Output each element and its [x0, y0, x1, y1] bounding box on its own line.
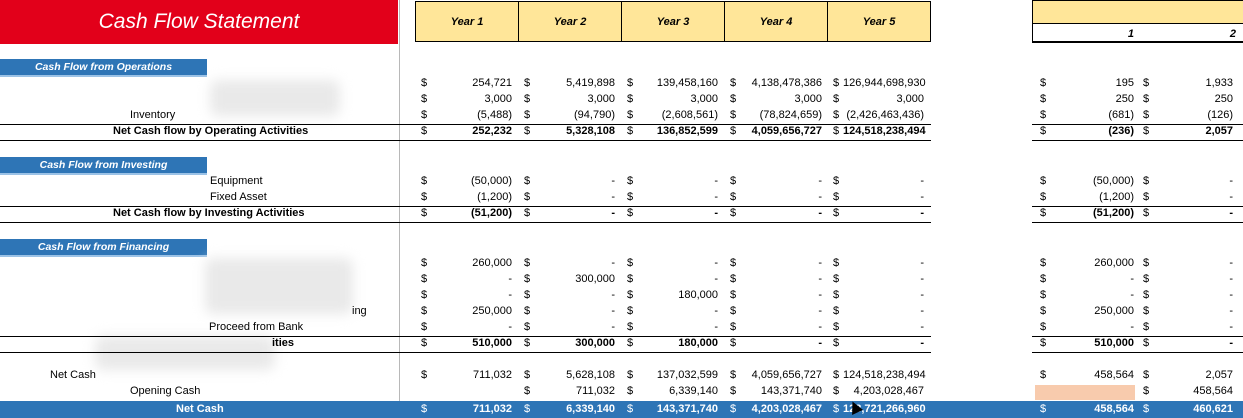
currency-symbol: $ — [730, 175, 737, 187]
currency-symbol: $ — [730, 109, 737, 121]
cell-value[interactable]: 195 — [1115, 77, 1134, 89]
currency-symbol: $ — [421, 191, 428, 203]
cell-value[interactable]: 3,000 — [896, 93, 924, 105]
currency-symbol: $ — [627, 369, 634, 381]
currency-symbol: $ — [627, 191, 634, 203]
cell-value[interactable]: - — [818, 289, 822, 301]
cell-value[interactable]: - — [920, 175, 924, 187]
currency-symbol: $ — [833, 273, 840, 285]
cell-value[interactable]: 4,203,028,467 — [853, 385, 924, 397]
cell-value[interactable]: - — [714, 191, 718, 203]
page-title: Cash Flow Statement — [0, 0, 398, 44]
cell-value[interactable]: - — [1229, 273, 1233, 285]
cell-value[interactable]: - — [611, 191, 615, 203]
currency-symbol: $ — [627, 321, 634, 333]
row-label: Opening Cash — [130, 385, 201, 397]
currency-symbol: $ — [421, 77, 428, 89]
currency-symbol: $ — [1040, 337, 1047, 349]
currency-symbol: $ — [1040, 109, 1047, 121]
currency-symbol: $ — [627, 93, 634, 105]
cell-value[interactable]: (1,200) — [477, 191, 512, 203]
cell-value[interactable]: (5,488) — [477, 109, 512, 121]
currency-symbol: $ — [627, 207, 634, 219]
cell-value[interactable]: 510,000 — [472, 337, 512, 349]
cell-value[interactable]: - — [920, 207, 924, 219]
cell-value[interactable]: 250 — [1214, 93, 1233, 105]
currency-symbol: $ — [421, 289, 428, 301]
currency-symbol: $ — [524, 369, 531, 381]
currency-symbol: $ — [1143, 109, 1150, 121]
cell-value[interactable]: - — [1229, 207, 1233, 219]
currency-symbol: $ — [1040, 257, 1047, 269]
cell-value[interactable]: - — [818, 337, 822, 349]
currency-symbol: $ — [730, 125, 737, 137]
row-divider — [0, 206, 1243, 207]
cell-value[interactable]: - — [611, 175, 615, 187]
cell-value[interactable]: 6,339,140 — [566, 403, 615, 415]
currency-symbol: $ — [1143, 321, 1150, 333]
cell-value[interactable]: - — [1229, 175, 1233, 187]
cell-value[interactable]: - — [818, 273, 822, 285]
currency-symbol: $ — [524, 93, 531, 105]
currency-symbol: $ — [1040, 175, 1047, 187]
cell-value[interactable]: - — [920, 305, 924, 317]
highlighted-cell[interactable] — [1035, 385, 1135, 400]
row-divider — [0, 222, 1243, 223]
cell-value[interactable]: 3,000 — [794, 93, 822, 105]
currency-symbol: $ — [421, 207, 428, 219]
currency-symbol: $ — [524, 175, 531, 187]
cell-value[interactable]: (78,824,659) — [759, 109, 822, 121]
cell-value[interactable]: (236) — [1108, 125, 1134, 137]
currency-symbol: $ — [1040, 191, 1047, 203]
currency-symbol: $ — [524, 321, 531, 333]
currency-symbol: $ — [627, 257, 634, 269]
cell-value[interactable]: - — [1229, 305, 1233, 317]
cell-value[interactable]: - — [920, 257, 924, 269]
currency-symbol: $ — [421, 273, 428, 285]
section-investing: Cash Flow from Investing — [0, 157, 207, 175]
cell-value[interactable]: 180,000 — [678, 337, 718, 349]
currency-symbol: $ — [1040, 321, 1047, 333]
row-divider — [0, 352, 1243, 353]
row-label: Equipment — [210, 175, 263, 187]
currency-symbol: $ — [627, 109, 634, 121]
currency-symbol: $ — [730, 305, 737, 317]
cell-value[interactable]: 126,944,698,930 — [843, 77, 926, 89]
cell-value[interactable]: (50,000) — [471, 175, 512, 187]
cell-value[interactable]: (94,790) — [574, 109, 615, 121]
cell-value[interactable]: (51,200) — [471, 207, 512, 219]
currency-symbol: $ — [833, 175, 840, 187]
cell-value[interactable]: 250,000 — [472, 305, 512, 317]
cell-value[interactable]: (2,608,561) — [661, 109, 718, 121]
cell-value[interactable]: - — [714, 257, 718, 269]
month-2-header[interactable]: 2 — [1229, 28, 1236, 40]
currency-symbol: $ — [833, 305, 840, 317]
currency-symbol: $ — [524, 191, 531, 203]
currency-symbol: $ — [1143, 369, 1150, 381]
row-label: ing — [352, 305, 367, 317]
row-label: Inventory — [130, 109, 176, 121]
currency-symbol: $ — [730, 337, 737, 349]
cell-value[interactable]: 6,339,140 — [669, 385, 718, 397]
cell-value[interactable]: 3,000 — [690, 93, 718, 105]
currency-symbol: $ — [730, 321, 737, 333]
currency-symbol: $ — [833, 191, 840, 203]
cell-value[interactable]: - — [508, 273, 512, 285]
currency-symbol: $ — [1040, 403, 1047, 415]
cell-value[interactable]: - — [818, 321, 822, 333]
currency-symbol: $ — [524, 77, 531, 89]
cell-value[interactable]: 124,518,238,494 — [843, 369, 926, 381]
cell-value[interactable]: 139,458,160 — [656, 77, 718, 89]
currency-symbol: $ — [1040, 273, 1047, 285]
currency-symbol: $ — [524, 109, 531, 121]
year-2-header[interactable]: Year 2 — [518, 1, 622, 42]
cell-value[interactable]: 250 — [1115, 93, 1134, 105]
currency-symbol: $ — [421, 109, 428, 121]
row-divider — [0, 140, 1243, 141]
cell-value[interactable]: - — [714, 207, 718, 219]
cell-value[interactable]: 128,721,266,960 — [843, 403, 926, 415]
cell-value[interactable]: 458,564 — [1193, 385, 1233, 397]
cell-value[interactable]: - — [920, 273, 924, 285]
cell-value[interactable]: - — [1229, 337, 1233, 349]
cell-value[interactable]: - — [818, 305, 822, 317]
currency-symbol: $ — [524, 257, 531, 269]
cell-value[interactable]: 510,000 — [1094, 337, 1134, 349]
currency-symbol: $ — [524, 385, 531, 397]
cell-value[interactable]: 252,232 — [472, 125, 512, 137]
cell-value[interactable]: (681) — [1108, 109, 1134, 121]
currency-symbol: $ — [524, 125, 531, 137]
currency-symbol: $ — [833, 289, 840, 301]
cell-value[interactable]: 5,419,898 — [566, 77, 615, 89]
currency-symbol: $ — [1040, 305, 1047, 317]
row-divider — [0, 336, 1243, 337]
currency-symbol: $ — [1040, 125, 1047, 137]
row-label: Net Cash flow by Investing Activities — [113, 207, 305, 219]
cell-value[interactable]: - — [818, 175, 822, 187]
currency-symbol: $ — [1143, 385, 1150, 397]
cell-value[interactable]: 2,057 — [1205, 369, 1233, 381]
currency-symbol: $ — [730, 385, 737, 397]
row-label: Net Cash — [176, 403, 224, 415]
cell-value[interactable]: (126) — [1207, 109, 1233, 121]
currency-symbol: $ — [730, 403, 737, 415]
currency-symbol: $ — [1040, 369, 1047, 381]
month-1-header[interactable]: 1 — [1127, 28, 1134, 40]
cell-value[interactable]: (50,000) — [1093, 175, 1134, 187]
currency-symbol: $ — [421, 125, 428, 137]
row-label: ities — [272, 337, 295, 349]
redacted-label — [205, 258, 353, 314]
currency-symbol: $ — [421, 93, 428, 105]
year-5-header[interactable]: Year 5 — [827, 1, 931, 42]
cell-value[interactable]: 5,328,108 — [566, 125, 615, 137]
cell-value[interactable]: - — [611, 207, 615, 219]
currency-symbol: $ — [627, 125, 634, 137]
cell-value[interactable]: 143,371,740 — [656, 403, 718, 415]
currency-symbol: $ — [421, 337, 428, 349]
currency-symbol: $ — [524, 305, 531, 317]
currency-symbol: $ — [730, 257, 737, 269]
cell-value[interactable]: - — [1130, 289, 1134, 301]
currency-symbol: $ — [627, 403, 634, 415]
currency-symbol: $ — [833, 337, 840, 349]
currency-symbol: $ — [524, 207, 531, 219]
currency-symbol: $ — [833, 257, 840, 269]
cell-value[interactable]: 5,628,108 — [566, 369, 615, 381]
monthly-header-block — [1032, 0, 1243, 24]
currency-symbol: $ — [1143, 273, 1150, 285]
cell-value[interactable]: - — [611, 305, 615, 317]
cell-value[interactable]: 260,000 — [1094, 257, 1134, 269]
currency-symbol: $ — [421, 321, 428, 333]
cell-value[interactable]: - — [1229, 289, 1233, 301]
currency-symbol: $ — [1143, 289, 1150, 301]
cell-value[interactable]: - — [611, 289, 615, 301]
currency-symbol: $ — [421, 305, 428, 317]
currency-symbol: $ — [730, 191, 737, 203]
currency-symbol: $ — [524, 289, 531, 301]
currency-symbol: $ — [1143, 125, 1150, 137]
cell-value[interactable]: - — [1229, 191, 1233, 203]
cell-value[interactable]: 4,203,028,467 — [751, 403, 822, 415]
cell-value[interactable]: 4,138,478,386 — [751, 77, 822, 89]
year-3-header[interactable]: Year 3 — [621, 1, 725, 42]
currency-symbol: $ — [524, 273, 531, 285]
cell-value[interactable]: 4,059,656,727 — [751, 125, 822, 137]
currency-symbol: $ — [1040, 77, 1047, 89]
currency-symbol: $ — [627, 305, 634, 317]
currency-symbol: $ — [730, 273, 737, 285]
cell-value[interactable]: 458,564 — [1094, 369, 1134, 381]
cell-value[interactable]: - — [611, 321, 615, 333]
currency-symbol: $ — [833, 207, 840, 219]
currency-symbol: $ — [627, 385, 634, 397]
currency-symbol: $ — [833, 385, 840, 397]
currency-symbol: $ — [421, 369, 428, 381]
cell-value[interactable]: 3,000 — [587, 93, 615, 105]
cell-value[interactable]: 136,852,599 — [656, 125, 718, 137]
cell-value[interactable]: 3,000 — [484, 93, 512, 105]
currency-symbol: $ — [730, 77, 737, 89]
cell-value[interactable]: - — [508, 321, 512, 333]
cell-value[interactable]: - — [1229, 257, 1233, 269]
cell-value[interactable]: 300,000 — [575, 337, 615, 349]
cell-value[interactable]: 124,518,238,494 — [843, 125, 926, 137]
currency-symbol: $ — [1143, 207, 1150, 219]
cell-value[interactable]: - — [714, 175, 718, 187]
currency-symbol: $ — [524, 403, 531, 415]
currency-symbol: $ — [833, 321, 840, 333]
currency-symbol: $ — [833, 369, 840, 381]
cell-value[interactable]: - — [818, 207, 822, 219]
currency-symbol: $ — [833, 93, 840, 105]
section-financing: Cash Flow from Financing — [0, 239, 207, 257]
currency-symbol: $ — [627, 175, 634, 187]
currency-symbol: $ — [1143, 403, 1150, 415]
currency-symbol: $ — [1143, 337, 1150, 349]
cell-value[interactable]: - — [714, 321, 718, 333]
row-label: Proceed from Bank — [209, 321, 304, 333]
currency-symbol: $ — [730, 369, 737, 381]
cell-value[interactable]: (1,200) — [1099, 191, 1134, 203]
currency-symbol: $ — [833, 403, 840, 415]
cell-value[interactable]: 260,000 — [472, 257, 512, 269]
column-divider — [399, 0, 400, 401]
redacted-label — [95, 336, 275, 370]
currency-symbol: $ — [833, 109, 840, 121]
cell-value[interactable]: - — [920, 337, 924, 349]
row-label: Net Cash — [50, 369, 96, 381]
currency-symbol: $ — [1143, 175, 1150, 187]
cell-value[interactable]: 143,371,740 — [760, 385, 822, 397]
cell-value[interactable]: - — [1229, 321, 1233, 333]
currency-symbol: $ — [1040, 289, 1047, 301]
cell-value[interactable]: (2,426,463,436) — [846, 109, 924, 121]
cell-value[interactable]: - — [920, 191, 924, 203]
monthly-header-underline — [1032, 41, 1243, 43]
row-divider — [0, 124, 1243, 125]
currency-symbol: $ — [833, 125, 840, 137]
cell-value[interactable]: - — [611, 257, 615, 269]
currency-symbol: $ — [627, 337, 634, 349]
cell-value[interactable]: 254,721 — [472, 77, 512, 89]
cell-value[interactable]: 460,621 — [1193, 403, 1233, 415]
cell-value[interactable]: 711,032 — [576, 385, 615, 397]
cell-value[interactable]: - — [1130, 273, 1134, 285]
column-gutter — [931, 0, 1032, 401]
cell-value[interactable]: - — [714, 305, 718, 317]
row-label: Net Cash flow by Operating Activities — [113, 125, 309, 137]
currency-symbol: $ — [1143, 77, 1150, 89]
currency-symbol: $ — [1040, 207, 1047, 219]
cell-value[interactable]: (51,200) — [1093, 207, 1134, 219]
currency-symbol: $ — [833, 77, 840, 89]
row-label: Fixed Asset — [210, 191, 267, 203]
currency-symbol: $ — [1040, 93, 1047, 105]
year-1-header[interactable]: Year 1 — [415, 1, 519, 42]
currency-symbol: $ — [421, 257, 428, 269]
cell-value[interactable]: 711,032 — [472, 403, 512, 415]
cell-value[interactable]: - — [920, 289, 924, 301]
cell-value[interactable]: 2,057 — [1205, 125, 1233, 137]
currency-symbol: $ — [1143, 191, 1150, 203]
currency-symbol: $ — [421, 175, 428, 187]
currency-symbol: $ — [1143, 257, 1150, 269]
section-operations: Cash Flow from Operations — [0, 59, 207, 77]
cell-value[interactable]: 250,000 — [1094, 305, 1134, 317]
currency-symbol: $ — [1143, 305, 1150, 317]
cell-value[interactable]: - — [508, 289, 512, 301]
currency-symbol: $ — [730, 289, 737, 301]
currency-symbol: $ — [730, 93, 737, 105]
currency-symbol: $ — [730, 207, 737, 219]
cell-value[interactable]: - — [1130, 321, 1134, 333]
cell-value[interactable]: 711,032 — [473, 369, 512, 381]
redacted-label — [210, 80, 340, 116]
cell-value[interactable]: 180,000 — [678, 289, 718, 301]
cell-value[interactable]: 4,059,656,727 — [751, 369, 822, 381]
currency-symbol: $ — [421, 403, 428, 415]
cell-value[interactable]: - — [818, 191, 822, 203]
cell-value[interactable]: 1,933 — [1205, 77, 1233, 89]
cell-value[interactable]: 300,000 — [575, 273, 615, 285]
cell-value[interactable]: 137,032,599 — [656, 369, 718, 381]
currency-symbol: $ — [627, 273, 634, 285]
cell-value[interactable]: - — [818, 257, 822, 269]
year-4-header[interactable]: Year 4 — [724, 1, 828, 42]
cell-value[interactable]: - — [920, 321, 924, 333]
currency-symbol: $ — [627, 289, 634, 301]
cell-value[interactable]: - — [714, 273, 718, 285]
currency-symbol: $ — [524, 337, 531, 349]
currency-symbol: $ — [627, 77, 634, 89]
cell-value[interactable]: 458,564 — [1094, 403, 1134, 415]
currency-symbol: $ — [1143, 93, 1150, 105]
